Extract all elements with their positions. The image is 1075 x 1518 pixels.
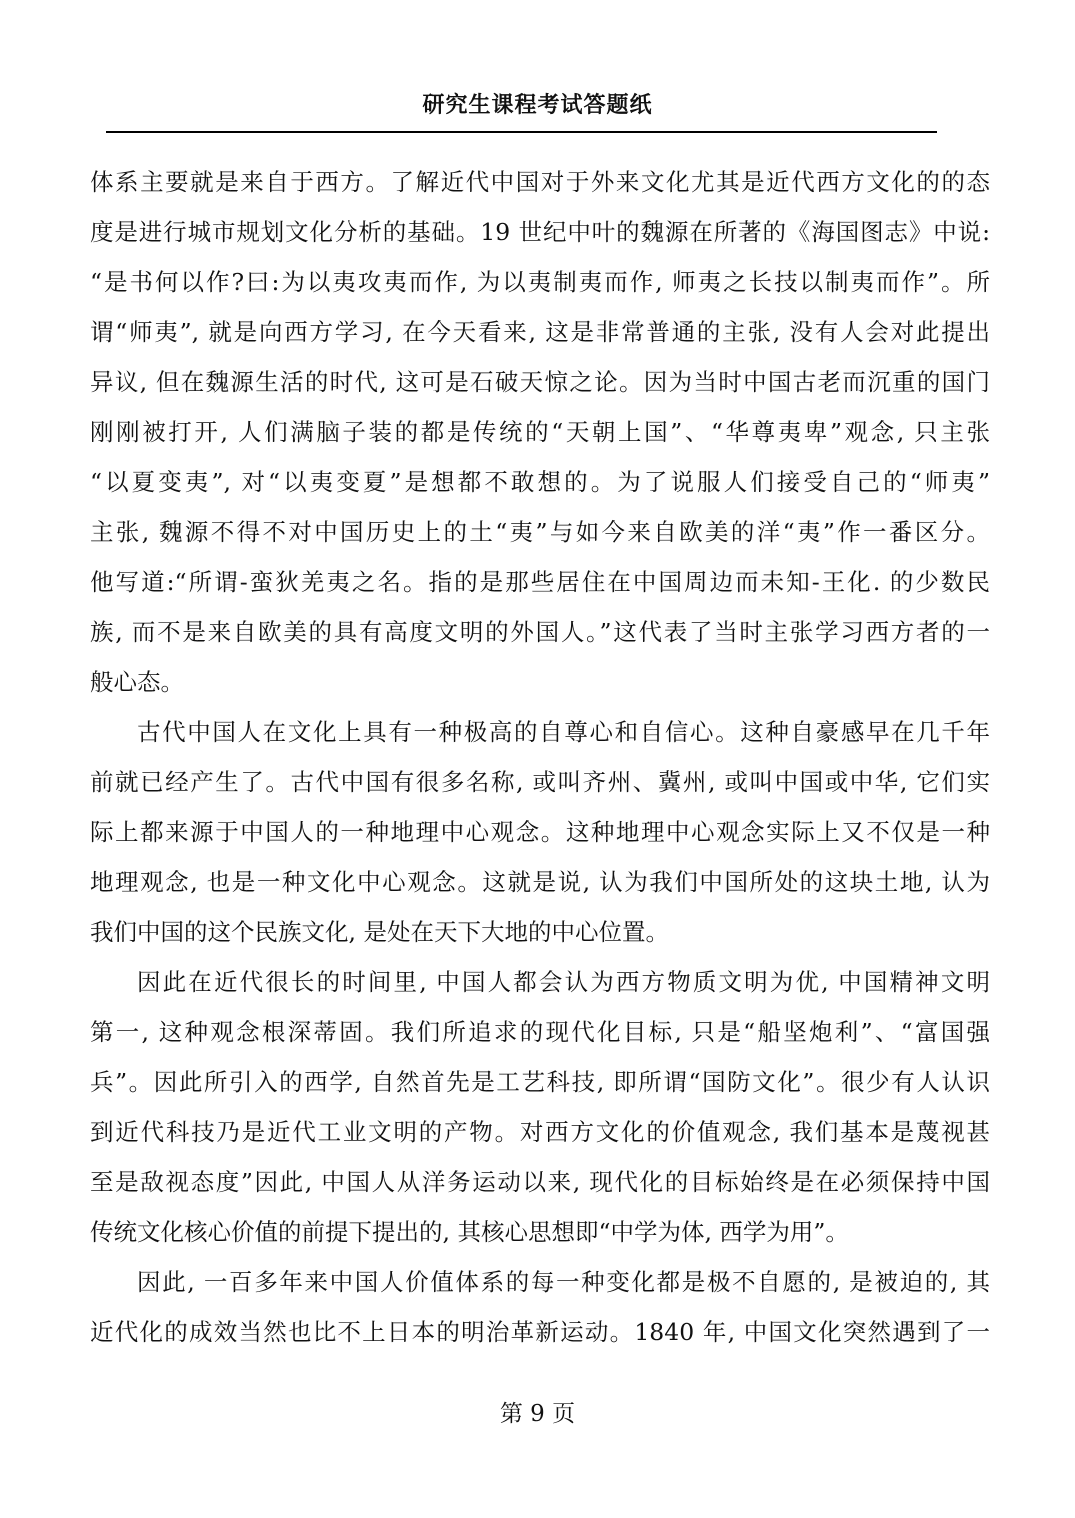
text-line: 度是进行城市规划文化分析的基础。19 世纪中叶的魏源在所著的《海国图志》中说: bbox=[90, 218, 990, 246]
page-number: 第 9 页 bbox=[499, 1401, 576, 1427]
text-line: 异议, 但在魏源生活的时代, 这可是石破天惊之论。因为当时中国古老而沉重的国门 bbox=[90, 368, 990, 396]
text-line: 地理观念, 也是一种文化中心观念。这就是说, 认为我们中国所处的这块土地, 认为 bbox=[90, 868, 990, 896]
text-line: 般心态。 bbox=[90, 668, 184, 696]
text-line: “是书何以作?曰:为以夷攻夷而作, 为以夷制夷而作, 师夷之长技以制夷而作”。所 bbox=[90, 268, 990, 296]
text-line: 族, 而不是来自欧美的具有高度文明的外国人。”这代表了当时主张学习西方者的一 bbox=[90, 618, 990, 646]
text-line: 古代中国人在文化上具有一种极高的自尊心和自信心。这种自豪感早在几千年 bbox=[137, 718, 990, 746]
text-line: 谓“师夷”, 就是向西方学习, 在今天看来, 这是非常普通的主张, 没有人会对此提出 bbox=[90, 318, 990, 346]
text-line: 第一, 这种观念根深蒂固。我们所追求的现代化目标, 只是“船坚炮利”、“富国强 bbox=[90, 1018, 990, 1046]
text-line: 刚刚被打开, 人们满脑子装的都是传统的“天朝上国”、“华尊夷卑”观念, 只主张 bbox=[90, 418, 990, 446]
body-text bbox=[90, 157, 990, 1357]
text-line: “以夏变夷”, 对“以夷变夏”是想都不敢想的。为了说服人们接受自己的“师夷” bbox=[90, 468, 990, 496]
text-line: 到近代科技乃是近代工业文明的产物。对西方文化的价值观念, 我们基本是蔑视甚 bbox=[90, 1118, 990, 1146]
text-line: 主张, 魏源不得不对中国历史上的土“夷”与如今来自欧美的洋“夷”作一番区分。 bbox=[90, 518, 990, 546]
text-line: 前就已经产生了。古代中国有很多名称, 或叫齐州、冀州, 或叫中国或中华, 它们实 bbox=[90, 768, 990, 796]
text-line: 传统文化核心价值的前提下提出的, 其核心思想即“中学为体, 西学为用”。 bbox=[90, 1218, 849, 1246]
text-line: 因此, 一百多年来中国人价值体系的每一种变化都是极不自愿的, 是被迫的, 其 bbox=[137, 1268, 990, 1296]
text-line: 近代化的成效当然也比不上日本的明治革新运动。1840 年, 中国文化突然遇到了一 bbox=[90, 1318, 990, 1346]
text-line: 我们中国的这个民族文化, 是处在天下大地的中心位置。 bbox=[90, 918, 669, 946]
page-header-title: 研究生课程考试答题纸 bbox=[422, 93, 653, 118]
text-line: 际上都来源于中国人的一种地理中心观念。这种地理中心观念实际上又不仅是一种 bbox=[90, 818, 990, 846]
text-line: 因此在近代很长的时间里, 中国人都会认为西方物质文明为优, 中国精神文明 bbox=[137, 968, 990, 996]
header-divider bbox=[106, 131, 937, 133]
text-line: 兵”。因此所引入的西学, 自然首先是工艺科技, 即所谓“国防文化”。很少有人认识 bbox=[90, 1068, 990, 1096]
text-line: 他写道:“所谓-蛮狄羌夷之名。指的是那些居住在中国周边而未知-王化. 的少数民 bbox=[90, 568, 990, 596]
text-line: 至是敌视态度”因此, 中国人从洋务运动以来, 现代化的目标始终是在必须保持中国 bbox=[90, 1168, 990, 1196]
text-line: 体系主要就是来自于西方。了解近代中国对于外来文化尤其是近代西方文化的的态 bbox=[90, 168, 990, 196]
